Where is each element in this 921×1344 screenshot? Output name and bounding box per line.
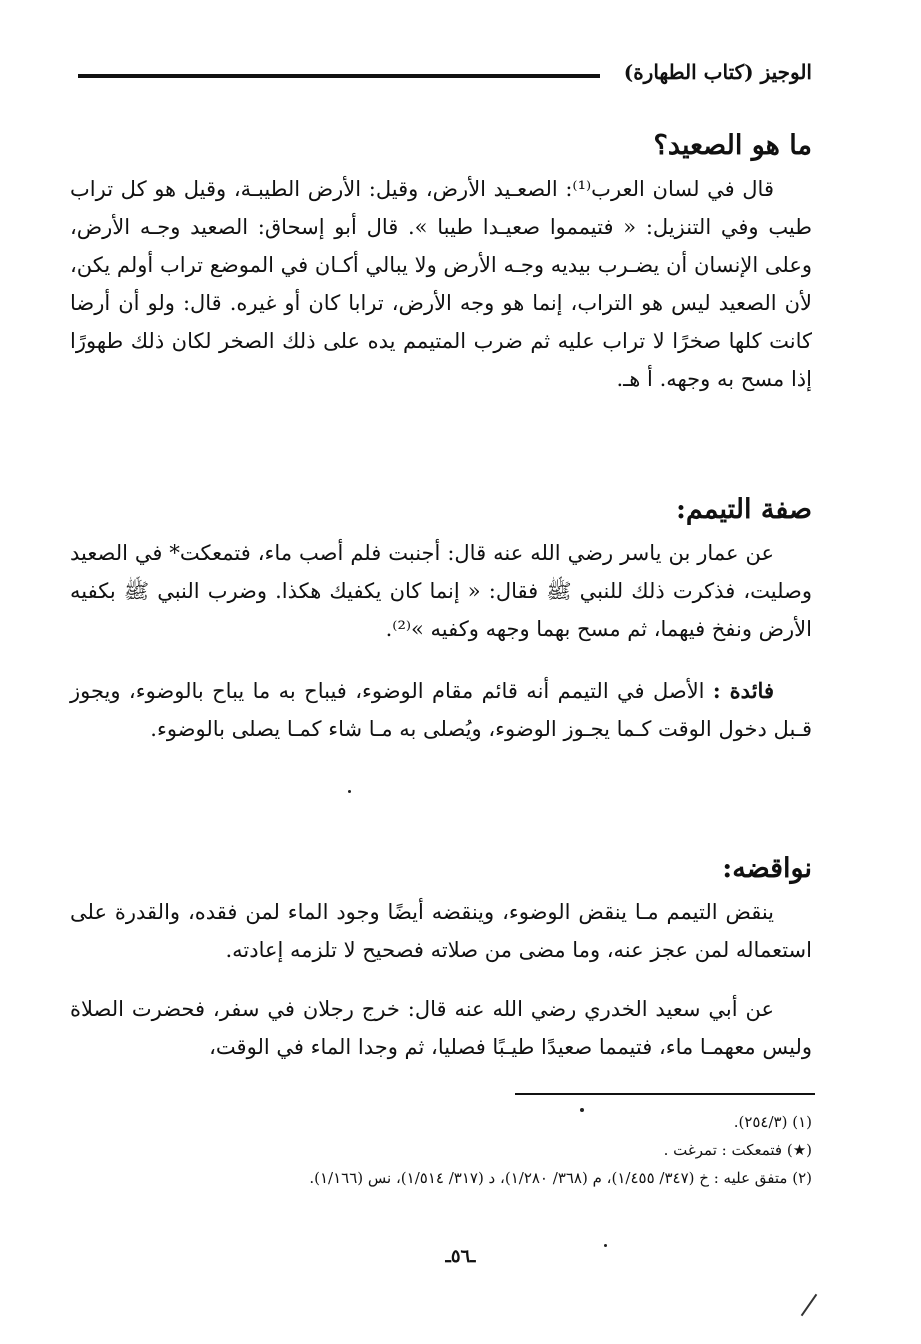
section-title-saeed: ما هو الصعيد؟	[653, 130, 812, 161]
running-header-title: الوجيز (كتاب الطهارة)	[623, 60, 812, 84]
footnotes	[70, 1108, 812, 1192]
running-header	[70, 58, 812, 98]
footnote-rule	[515, 1093, 815, 1095]
note-paragraph	[70, 672, 812, 748]
header-rule	[78, 74, 600, 78]
page-number: ـ٥٦ـ	[445, 1246, 476, 1267]
footnote-star: (★) فتمعكت : تمرغت .	[663, 1141, 812, 1159]
scan-speck	[348, 790, 351, 793]
footnote-2: (٢) متفق عليه : خ (٣٤٧/ ١/٤٥٥)، م (٣٦٨/ ١/٢٨٠)، د (٣١٧/ ١/٥١٤)، نس (١/١٦٦).	[309, 1169, 812, 1187]
section-title-tayammum: صفة التيمم:	[675, 494, 812, 525]
paragraph-ammar-hadith: عن عمار بن ياسر رضي الله عنه قال: أجنبت فلم أصب ماء، فتمعكت* في الصعيد وصليت، فذكرت ذلك للنبي ﷺ فقال: « إنما كان يكفيك هكذا. وضرب النبي ﷺ بكفيه الأرض ونفخ فيهما، ثم مسح بهما وجهه وكفيه »⁽²⁾.	[70, 541, 812, 641]
scan-speck	[580, 1108, 584, 1112]
paragraph-nawaqid: ينقض التيمم مـا ينقض الوضوء، وينقضه أيضًا وجود الماء لمن فقده، والقدرة على استعماله لمن عجز عنه، وما مضى من صلاته فصحيح لا تلزمه إعادته.	[70, 900, 812, 962]
scan-speck	[604, 1244, 607, 1247]
note-label: فائدة :	[712, 678, 774, 703]
footnote-1: (١) (٢٥٤/٣).	[733, 1113, 812, 1131]
scan-stroke	[801, 1294, 818, 1316]
section-title-nawaqid: نواقضه:	[722, 853, 812, 884]
paragraph-abu-saeed: عن أبي سعيد الخدري رضي الله عنه قال: خرج رجلان في سفر، فحضرت الصلاة وليس معهمـا ماء، فتيمما صعيدًا طيـبًا فصليا، ثم وجدا الماء في الوقت،	[70, 997, 812, 1059]
paragraph-saeed: قال في لسان العرب⁽¹⁾: الصعـيد الأرض، وقيل: الأرض الطيبـة، وقيل هو كل تراب طيب وفي التنزيل: « فتيمموا صعيـدا طيبا ». قال أبو إسحاق: الصعيد وجـه الأرض، وعلى الإنسان أن يضـرب بيديه وجـه الأرض ولا يبالي أكـان في الموضع تراب أولم يكن، لأن الصعيد ليس هو التراب، إنما هو وجه الأرض، ترابا كان أو غيره. قال: ولو أن أرضا كانت كلها صخرًا لا تراب عليه ثم ضرب المتيمم يده على ذلك الصخر لكان ذلك طهورًا إذا مسح به وجهه. أ هـ.	[70, 177, 812, 391]
note-text: الأصل في التيمم أنه قائم مقام الوضوء، فيباح به ما يباح بالوضوء، ويجوز قـبل دخول الوقت كـما يجـوز الوضوء، ويُصلى به مـا شاء كمـا يصلى بالوضوء.	[70, 679, 812, 741]
